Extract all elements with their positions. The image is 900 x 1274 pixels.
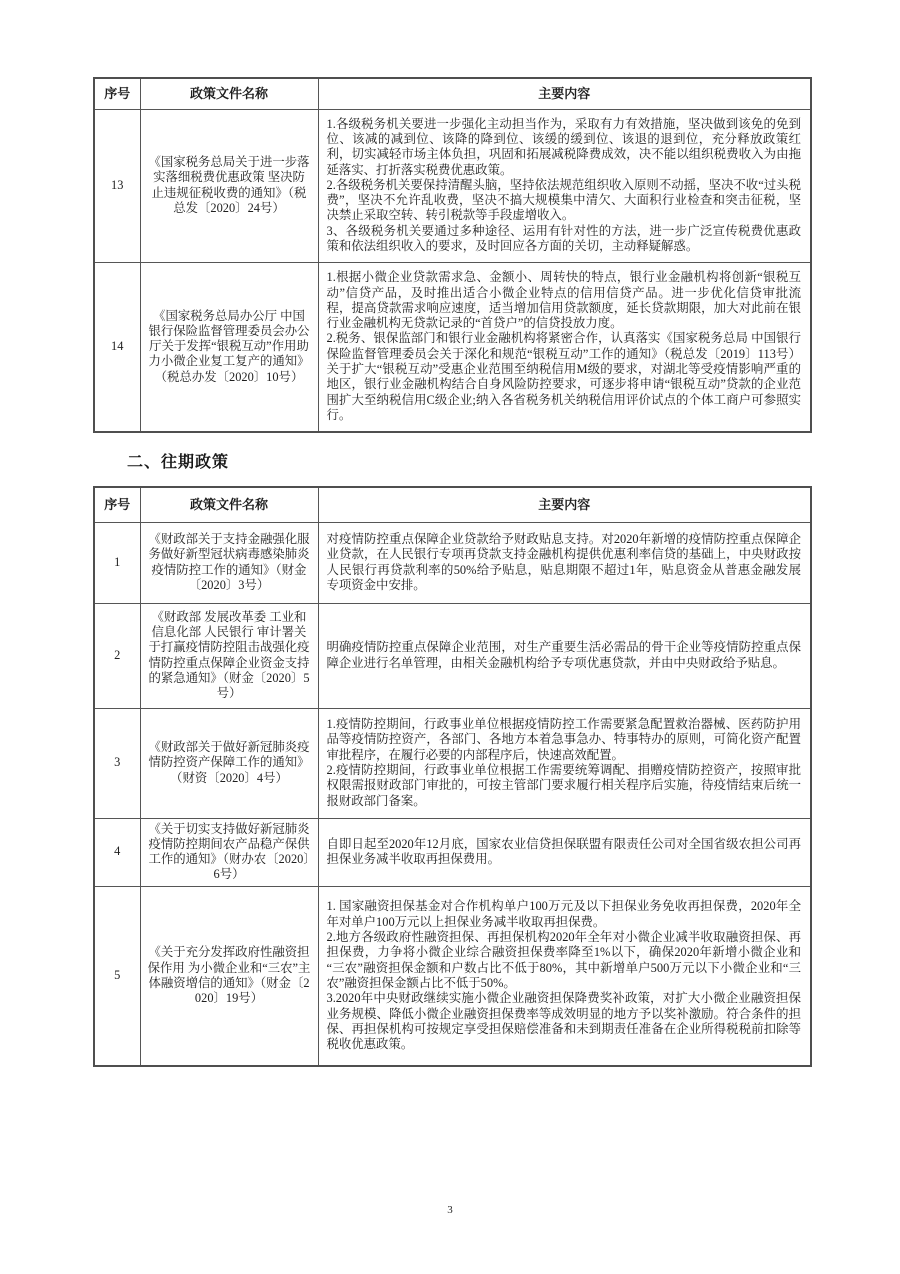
policy-no: 13 [94, 109, 140, 262]
column-header-content: 主要内容 [318, 487, 811, 522]
content-paragraph: 1.根据小微企业贷款需求急、金额小、周转快的特点，银行业金融机构将创新“银税互动”信贷产品，及时推出适合小微企业特点的信用信贷产品。进一步优化信贷审批流程，提高贷款需求响应速度，适当增加信用贷款额度，延长贷款期限，加大对此前在银行业金融机构无贷款记录的“首贷户”的信贷投放力度。 [326, 270, 801, 331]
content-paragraph: 1. 国家融资担保基金对合作机构单户100万元及以下担保业务免收再担保费，2020年全年对单户100万元以上担保业务减半收取再担保费。 [326, 899, 801, 929]
policy-no: 2 [94, 603, 140, 708]
policy-name: 《财政部关于做好新冠肺炎疫情防控资产保障工作的通知》（财资〔2020〕4号） [140, 708, 318, 818]
column-header-no: 序号 [94, 78, 140, 109]
column-header-no: 序号 [94, 487, 140, 522]
table-row-13 [94, 109, 811, 262]
policy-name: 《关于切实支持做好新冠肺炎疫情防控期间农产品稳产保供工作的通知》（财办农〔2020〕6号） [140, 818, 318, 886]
policy-no: 14 [94, 262, 140, 432]
policy-name: 《国家税务总局关于进一步落实落细税费优惠政策 坚决防止违规征税收费的通知》（税总发〔2020〕24号） [140, 109, 318, 262]
content-paragraph: 2.疫情防控期间，行政事业单位根据工作需要统筹调配、捐赠疫情防控资产，按照审批权限需报财政部门审批的，可按主管部门要求履行相关程序后实施，待疫情结束后统一报财政部门备案。 [326, 763, 801, 808]
policy-name: 《财政部关于支持金融强化服务做好新型冠状病毒感染肺炎疫情防控工作的通知》（财金〔2020〕3号） [140, 522, 318, 603]
policy-content [318, 522, 811, 603]
current-policies-table [93, 77, 812, 433]
policy-content [318, 886, 811, 1066]
content-paragraph: 2.地方各级政府性融资担保、再担保机构2020年全年对小微企业减半收取融资担保、再担保费，力争将小微企业综合融资担保费率降至1%以下，确保2020年新增小微企业和“三农”融资担保金额和户数占比不低于80%，其中新增单户500万元以下小微企业和“三农”融资担保金额占比不低于50%。 [326, 930, 801, 990]
policy-no: 3 [94, 708, 140, 818]
policy-content [318, 109, 811, 262]
content-paragraph: 明确疫情防控重点保障企业范围，对生产重要生活必需品的骨干企业等疫情防控重点保障企业进行名单管理，由相关金融机构给予专项优惠贷款，并由中央财政给予贴息。 [326, 640, 801, 670]
table-row-14 [94, 262, 811, 432]
section-heading: 二、往期政策 [127, 454, 230, 471]
table-header-row [94, 78, 811, 109]
policy-name: 《国家税务总局办公厅 中国银行保险监督管理委员会办公厅关于发挥“银税互动”作用助力小微企业复工复产的通知》（税总办发〔2020〕10号） [140, 262, 318, 432]
column-header-content: 主要内容 [318, 78, 811, 109]
policy-no: 4 [94, 818, 140, 886]
content-paragraph: 1.疫情防控期间，行政事业单位根据疫情防控工作需要紧急配置救治器械、医药防护用品等疫情防控资产，各部门、各地方本着急事急办、特事特办的原则，可简化资产配置审批程序，在履行必要的内部程序后，快速高效配置。 [326, 717, 801, 762]
past-policies-table [93, 486, 812, 1067]
policy-content [318, 708, 811, 818]
table-row-4 [94, 818, 811, 886]
policy-content [318, 603, 811, 708]
policy-content [318, 818, 811, 886]
policy-no: 5 [94, 886, 140, 1066]
content-paragraph: 2.各级税务机关要保持清醒头脑，坚持依法规范组织收入原则不动摇，坚决不收“过头税费”，坚决不允许乱收费，坚决不搞大规模集中清欠、大面积行业检查和突击征税，坚决禁止采取空转、转引税款等手段虚增收入。 [326, 177, 801, 223]
content-paragraph: 3.2020年中央财政继续实施小微企业融资担保降费奖补政策，对扩大小微企业融资担保业务规模、降低小微企业融资担保费率等成效明显的地方予以奖补激励。符合条件的担保、再担保机构可按规定享受担保赔偿准备和未到期责任准备在企业所得税税前扣除等税收优惠政策。 [326, 991, 801, 1052]
policy-name: 《财政部 发展改革委 工业和信息化部 人民银行 审计署关于打赢疫情防控阻击战强化疫情防控重点保障企业资金支持的紧急通知》（财金〔2020〕5号） [140, 603, 318, 708]
policy-no: 1 [94, 522, 140, 603]
table-row-5 [94, 886, 811, 1066]
content-paragraph: 1.各级税务机关要进一步强化主动担当作为，采取有力有效措施，坚决做到该免的免到位、该减的减到位、该降的降到位、该缓的缓到位、该退的退到位，充分释放政策红利，切实减轻市场主体负担，巩固和拓展减税降费成效，决不能以组织税费收入为由拖延落实、打折落实税费优惠政策。 [326, 116, 801, 177]
table-row-3 [94, 708, 811, 818]
content-paragraph: 2.税务、银保监部门和银行业金融机构将紧密合作，认真落实《国家税务总局 中国银行保险监督管理委员会关于深化和规范“银税互动”工作的通知》（税总发〔2019〕113号）关于扩大“银税互动”受惠企业范围至纳税信用M级的要求，对湖北等受疫情影响严重的地区，银行业金融机构结合自身风险防控要求，可逐步将申请“银税互动”贷款的企业范围扩大至纳税信用C级企业;纳入各省税务机关纳税信用评价试点的个体工商户可参照实行。 [326, 331, 801, 422]
policy-content [318, 262, 811, 432]
table-row-2 [94, 603, 811, 708]
content-paragraph: 3、各级税务机关要通过多种途径、运用有针对性的方法，进一步广泛宣传税费优惠政策和依法组织收入的要求，及时回应各方面的关切，主动释疑解惑。 [326, 223, 801, 254]
column-header-name: 政策文件名称 [140, 487, 318, 522]
table-header-row [94, 487, 811, 522]
page-number: 3 [447, 1204, 453, 1216]
column-header-name: 政策文件名称 [140, 78, 318, 109]
content-paragraph: 自即日起至2020年12月底，国家农业信贷担保联盟有限责任公司对全国省级农担公司再担保业务减半收取再担保费用。 [326, 836, 801, 867]
content-paragraph: 对疫情防控重点保障企业贷款给予财政贴息支持。对2020年新增的疫情防控重点保障企业贷款，在人民银行专项再贷款支持金融机构提供优惠利率信贷的基础上，中央财政按人民银行再贷款利率的50%给予贴息，贴息期限不超过1年，贴息资金从普惠金融发展专项资金中安排。 [326, 531, 801, 592]
policy-name: 《关于充分发挥政府性融资担保作用 为小微企业和“三农”主体融资增信的通知》（财金〔2020〕19号） [140, 886, 318, 1066]
table-row-1 [94, 522, 811, 603]
